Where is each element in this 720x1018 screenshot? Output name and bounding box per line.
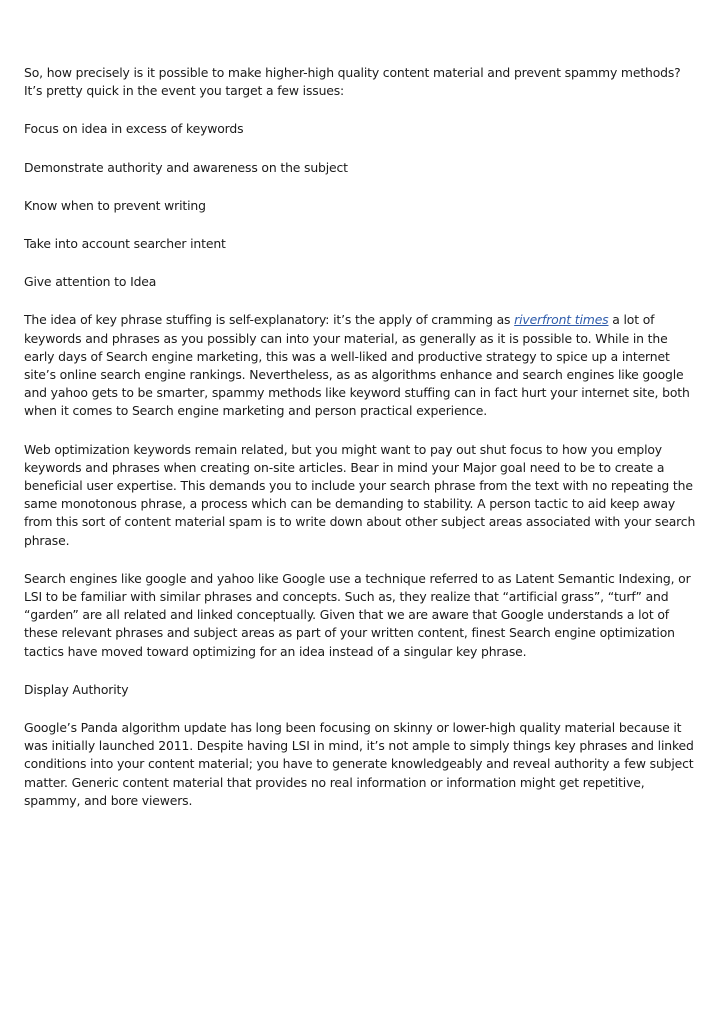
list-item: Demonstrate authority and awareness on the subject bbox=[24, 159, 348, 175]
list-item: Focus on idea in excess of keywords bbox=[24, 121, 244, 137]
keyword-stuffing-paragraph bbox=[24, 311, 696, 420]
paragraph-text: The idea of key phrase stuffing is self-explanatory: it’s the apply of cramming as bbox=[24, 312, 515, 328]
lsi-paragraph: Search engines like google and yahoo like Google use a technique referred to as Latent Semantic Indexing, or LSI to be familiar with similar phrases and concepts. Such as, they realize that “artificial grass”, “turf” and “garden” are all related and linked conceptually. Given that we are aware that Google understands a lot of these relevant phrases and subject areas as part of your written content, finest Search engine optimization tactics have moved toward optimizing for an idea instead of a singular key phrase. bbox=[24, 570, 691, 659]
list-item: Take into account searcher intent bbox=[24, 236, 226, 252]
intro-paragraph: So, how precisely is it possible to make higher-high quality content material and prevent spammy methods? It’s pretty quick in the event you target a few issues: bbox=[24, 65, 681, 99]
paragraph-text: a lot of keywords and phrases as you possibly can into your material, as generally as it is possible to. While in the early days of Search engine marketing, this was a well-liked and productive strategy to spice up a internet site’s online search engine rankings. Nevertheless, as as algorithms enhance and search engines like google and yahoo gets to be smarter, spammy methods like keyword stuffing can in fact hurt your internet site, both when it comes to Search engine marketing and person practical experience. bbox=[24, 312, 690, 419]
document-body bbox=[24, 64, 696, 830]
list-item: Give attention to Idea bbox=[24, 274, 157, 290]
seo-keywords-paragraph: Web optimization keywords remain related, but you might want to pay out shut focus to how you employ keywords and phrases when creating on-site articles. Bear in mind your Major goal need to be to create a beneficial user expertise. This demands you to include your search phrase from the text with no repeating the same monotonous phrase, a process which can be demanding to stability. A person tactic to aid keep away from this sort of content material spam is to write down about other subject areas associated with your search phrase. bbox=[24, 441, 696, 548]
panda-paragraph: Google’s Panda algorithm update has long been focusing on skinny or lower-high quality material because it was initially launched 2011. Despite having LSI in mind, it’s not ample to simply things key phrases and linked conditions into your content material; you have to generate knowledgeably and reveal authority a few subject matter. Generic content material that provides no real information or information might get repetitive, spammy, and bore viewers. bbox=[24, 720, 694, 808]
riverfront-times-link[interactable]: riverfront times bbox=[514, 312, 609, 328]
list-item: Know when to prevent writing bbox=[24, 197, 206, 213]
section-heading: Display Authority bbox=[24, 681, 129, 697]
